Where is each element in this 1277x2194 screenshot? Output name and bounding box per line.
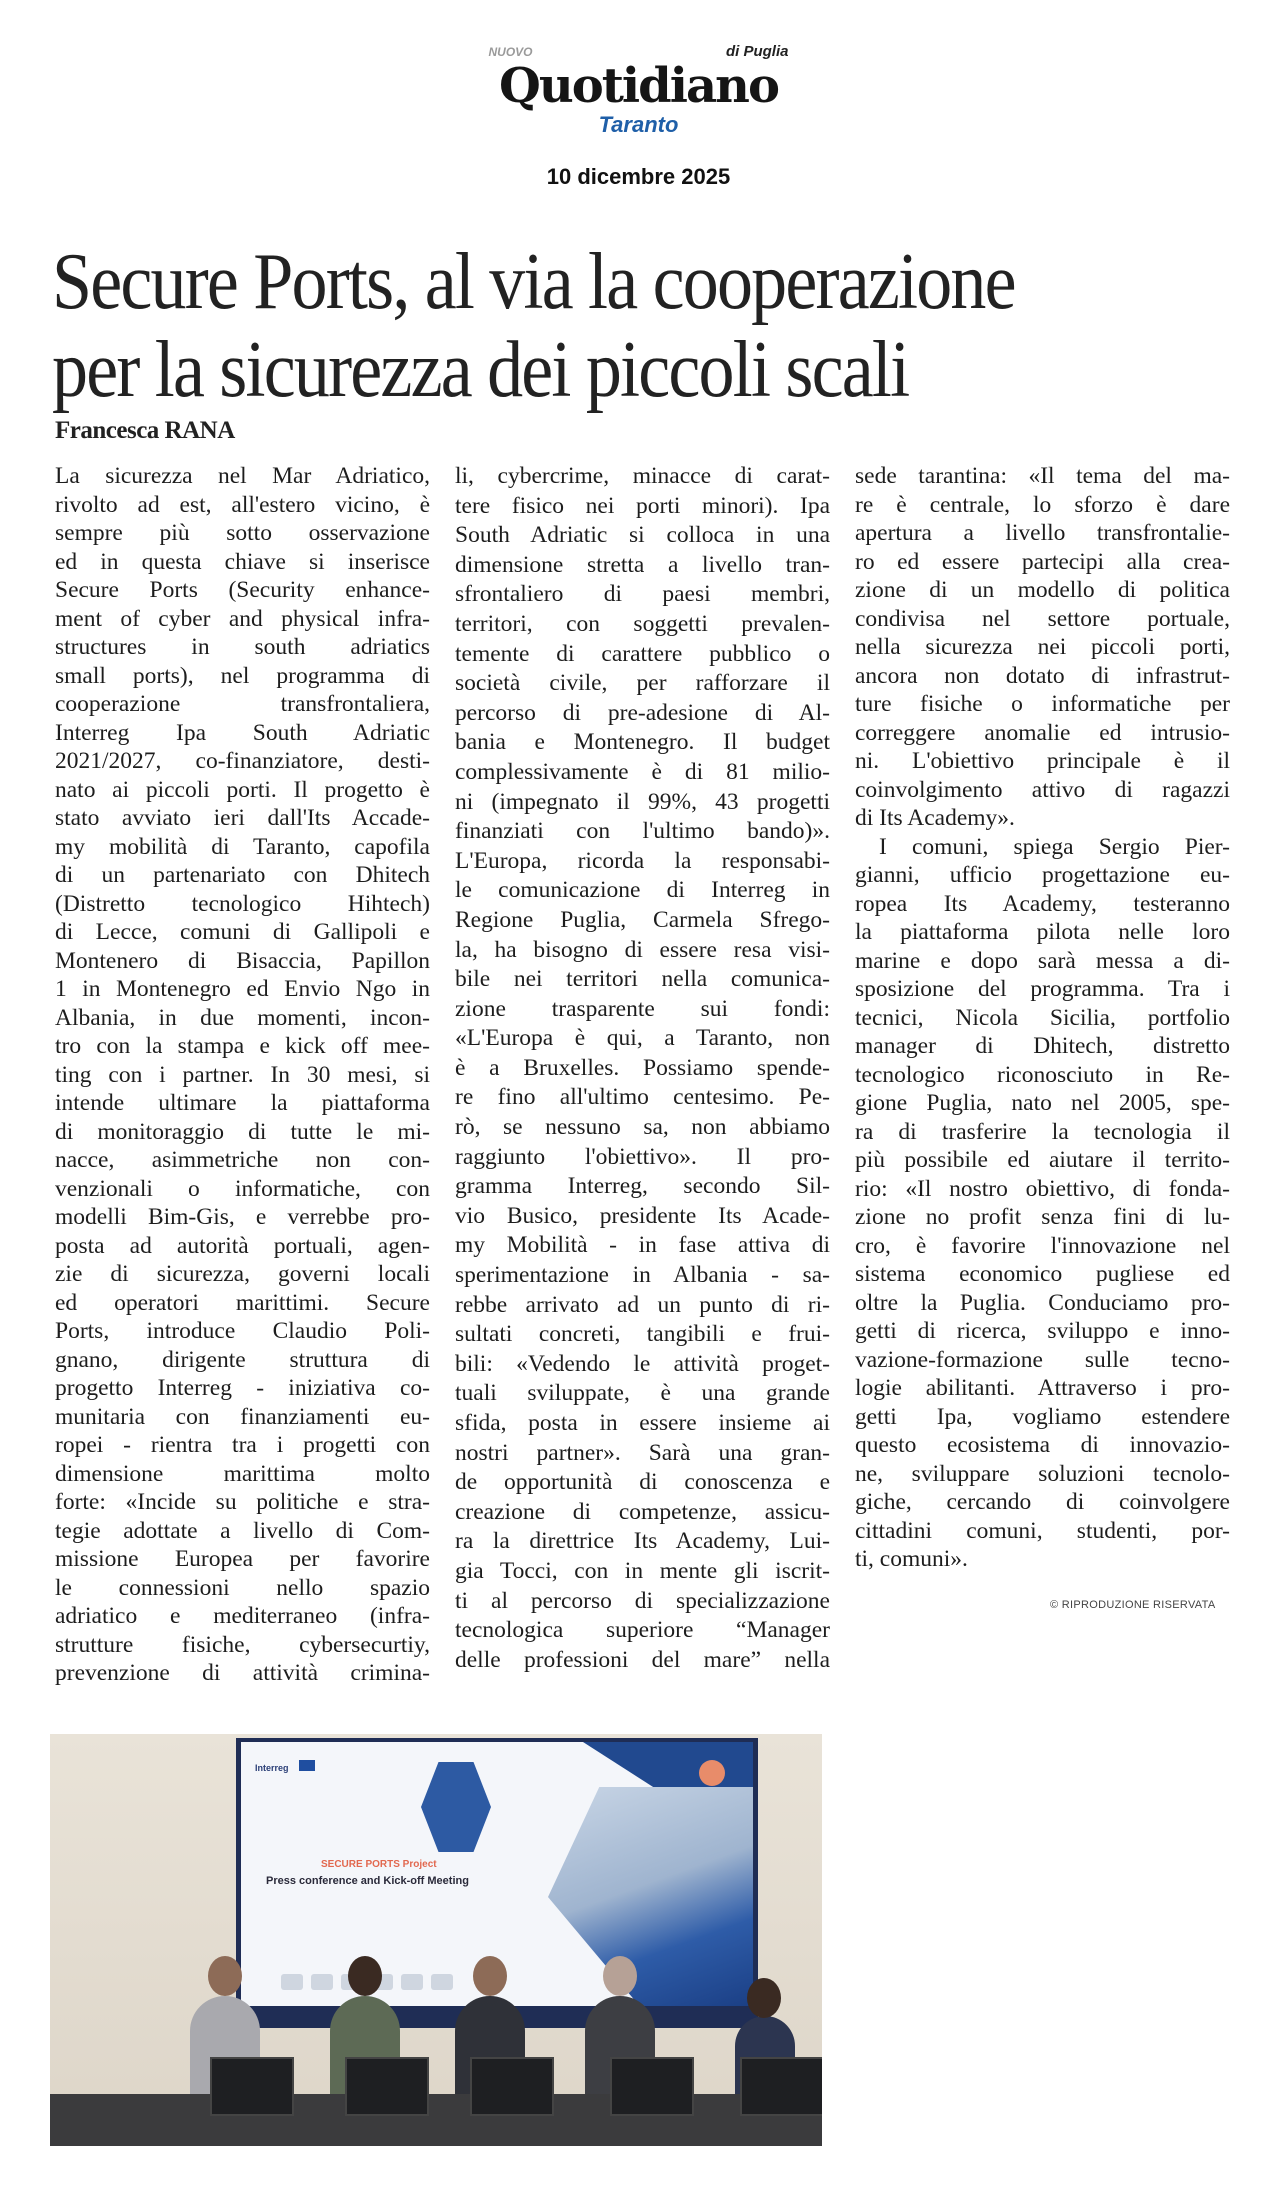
article-text-line: re è centrale, lo sforzo è dare (855, 491, 1230, 518)
article-text-line: coinvolgimento attivo di ragazzi (855, 776, 1230, 803)
person-head (603, 1956, 637, 1996)
article-text-line: cooperazione transfrontaliera, (55, 691, 430, 717)
monitor (345, 2057, 429, 2116)
copyright-notice: © RIPRODUZIONE RISERVATA (1050, 1599, 1216, 1611)
headline-line: per la sicurezza dei piccoli scali (52, 326, 909, 414)
article-text-line: logie abilitanti. Attraverso i pro- (855, 1375, 1230, 1401)
monitor (740, 2057, 822, 2116)
article-text-line: structures in south adriatics (55, 634, 430, 660)
article-text-line: sposizione del programma. Tra i (855, 976, 1230, 1002)
article-text-line: Regione Puglia, Carmela Sfrego- (455, 906, 830, 933)
article-text-line: ra la direttrice Its Academy, Lui- (455, 1528, 830, 1555)
publication-date: 10 dicembre 2025 (546, 164, 731, 189)
article-text-line: ed operatori marittimi. Secure (55, 1289, 430, 1316)
ship-image (548, 1787, 753, 2006)
article-text-line: tere fisico nei porti minori). Ipa (455, 492, 830, 519)
article-text-line: Ports, introduce Claudio Poli- (55, 1318, 430, 1344)
article-text-line: delle professioni del mare” nella (455, 1646, 830, 1673)
article-text-line: ni (impegnato il 99%, 43 progetti (455, 788, 830, 815)
article-text-line: questo ecosistema di innovazio- (855, 1432, 1230, 1458)
article-text-line: ting con i partner. In 30 mesi, si (55, 1061, 430, 1088)
logo-nuovo: NUOVO (488, 45, 533, 59)
person-head (473, 1956, 507, 1996)
article-text-line: ro ed essere partecipi alla crea- (855, 548, 1230, 575)
monitor (470, 2057, 554, 2116)
article-text-line: I comuni, spiega Sergio Pier- (879, 833, 1230, 860)
article-text-line: prevenzione di attività crimina- (55, 1660, 430, 1686)
article-text-line: ni. L'obiettivo principale è il (855, 748, 1230, 774)
article-text-line: di un partenariato con Dhitech (55, 862, 430, 888)
article-text-line: ne, sviluppare soluzioni tecnolo- (855, 1460, 1230, 1487)
article-text-line: percorso di pre-adesione di Al- (455, 699, 830, 726)
slide-dot (699, 1760, 725, 1786)
article-text-line: bania e Montenegro. Il budget (455, 729, 830, 756)
article-text-line: zione no profit senza fini di lu- (855, 1204, 1230, 1230)
monitor (610, 2057, 694, 2116)
article-text-line: la, ha bisogno di essere resa visi- (455, 936, 830, 963)
article-text-line: tecnologico riconosciuto in Re- (855, 1061, 1230, 1088)
article-text-line: tegie adottate a livello di Com- (55, 1517, 430, 1544)
article-text-line: intende ultimare la piattaforma (55, 1090, 430, 1116)
monitor (210, 2057, 294, 2116)
article-text-line: di Its Academy». (855, 805, 1015, 831)
slide-project: SECURE PORTS Project (321, 1859, 437, 1870)
article-text-line: temente di carattere pubblico o (455, 640, 830, 667)
article-text-line: strutture fisiche, cybersecurtiy, (55, 1631, 430, 1658)
article-text-line: gnano, dirigente struttura di (55, 1346, 430, 1373)
article-text-line: forte: «Incide su politiche e stra- (55, 1489, 430, 1515)
article-text-line: getti Ipa, vogliamo estendere (855, 1403, 1230, 1430)
article-text-line: nella sicurezza nei piccoli porti, (855, 634, 1230, 660)
article-text-line: Secure Ports (Security enhance- (55, 577, 430, 603)
person-head (747, 1978, 781, 2018)
headline-line: Secure Ports, al via la cooperazione (52, 238, 1015, 326)
article-text-line: tuali sviluppate, è una grande (455, 1380, 830, 1407)
article-text-line: rò, se nessuno sa, non abbiamo (455, 1114, 830, 1141)
article-text-line: nato ai piccoli porti. Il progetto è (55, 776, 430, 803)
article-text-line: dimensione stretta a livello tran- (455, 551, 830, 578)
article-text-line: munitaria con finanziamenti eu- (55, 1403, 430, 1430)
article-text-line: ti al percorso di specializzazione (455, 1587, 830, 1614)
article-text-line: Interreg Ipa South Adriatic (55, 719, 430, 746)
article-text-line: ture fisiche o informatiche per (855, 691, 1230, 717)
article-text-line: li, cybercrime, minacce di carat- (455, 463, 830, 489)
byline: Francesca RANA (55, 417, 235, 444)
article-text-line: rebbe arrivato ad un punto di ri- (455, 1291, 830, 1318)
article-text-line: La sicurezza nel Mar Adriatico, (55, 463, 430, 489)
article-text-line: cittadini comuni, studenti, por- (855, 1517, 1230, 1544)
article-text-line: vazione-formazione sulle tecno- (855, 1346, 1230, 1373)
article-text-line: progetto Interreg - iniziativa co- (55, 1375, 430, 1401)
article-text-line: territori, con soggetti prevalen- (455, 610, 830, 637)
eu-flag-icon (299, 1760, 315, 1771)
article-text-line: vio Busico, presidente Its Acade- (455, 1202, 830, 1229)
article-text-line: bile nei territori nella comunica- (455, 966, 830, 993)
article-text-line: 2021/2027, co-finanziatore, desti- (55, 748, 430, 774)
article-text-line: my mobilità di Taranto, capofila (55, 833, 430, 860)
article-text-line: rio: «Il nostro obiettivo, di fonda- (855, 1175, 1230, 1202)
article-text-line: ed in questa chiave si inserisce (55, 548, 430, 575)
article-text-line: missione Europea per favorire (55, 1546, 430, 1572)
article-text-line: «L'Europa è qui, a Taranto, non (455, 1025, 830, 1052)
slide-logo: Interreg (255, 1763, 289, 1773)
article-text-line: de opportunità di conoscenza e (455, 1469, 830, 1496)
article-text-line: sempre più sotto osservazione (55, 520, 430, 546)
article-text-line: le comunicazione di Interreg in (455, 877, 830, 904)
article-text-line: venzionali o informatiche, con (55, 1175, 430, 1202)
article-text-line: oltre la Puglia. Conduciamo pro- (855, 1289, 1230, 1316)
article-text-line: re fino all'ultimo centesimo. Pe- (455, 1084, 830, 1111)
article-text-line: L'Europa, ricorda la responsabi- (455, 847, 830, 874)
masthead-logo (0, 44, 1277, 138)
article-text-line: sistema economico pugliese ed (855, 1261, 1230, 1287)
article-text-line: zione trasparente sui fondi: (455, 995, 830, 1022)
article-text-line: ti, comuni». (855, 1546, 968, 1572)
article-text-line: getti di ricerca, sviluppo e inno- (855, 1318, 1230, 1344)
article-column-2 (455, 462, 830, 1675)
article-text-line: è a Bruxelles. Possiamo spende- (455, 1054, 830, 1081)
article-text-line: stato avviato ieri dall'Its Accade- (55, 805, 430, 831)
article-text-line: di monitoraggio di tutte le mi- (55, 1118, 430, 1145)
article-text-line: tecnici, Nicola Sicilia, portfolio (855, 1004, 1230, 1031)
article-text-line: apertura a livello transfrontalie- (855, 520, 1230, 546)
article-text-line: posta ad autorità portuali, agen- (55, 1232, 430, 1259)
person-head (208, 1956, 242, 1996)
article-text-line: bili: «Vedendo le attività proget- (455, 1350, 830, 1377)
article-text-line: raggiunto l'obiettivo». Il pro- (455, 1143, 830, 1170)
article-text-line: gia Tocci, con in mente gli iscrit- (455, 1557, 830, 1584)
article-text-line: (Distretto tecnologico Hihtech) (55, 890, 430, 917)
logo-region: di Puglia (725, 43, 789, 60)
article-text-line: zie di sicurezza, governi locali (55, 1261, 430, 1287)
article-text-line: manager di Dhitech, distretto (855, 1033, 1230, 1059)
article-text-line: small ports), nel programma di (55, 662, 430, 689)
logo-name: Quotidiano (499, 58, 778, 114)
article-text-line: gianni, ufficio progettazione eu- (855, 862, 1230, 888)
article-text-line: adriatico e mediterraneo (infra- (55, 1603, 430, 1629)
article-text-line: dimensione marittima molto (55, 1460, 430, 1487)
article-text-line: società civile, per rafforzare il (455, 670, 830, 697)
article-text-line: sperimentazione in Albania - sa- (455, 1262, 830, 1289)
article-text-line: di Lecce, comuni di Gallipoli e (55, 919, 430, 945)
article-text-line: South Adriatic si colloca in una (455, 522, 830, 549)
article-text-line: tecnologica superiore “Manager (455, 1617, 830, 1644)
article-text-line: più possibile ed aiutare il territo- (855, 1147, 1230, 1173)
article-text-line: correggere anomalie ed intrusio- (855, 719, 1230, 746)
article-headline (52, 238, 1252, 414)
article-text-line: nacce, asimmetriche non con- (55, 1147, 430, 1173)
article-text-line: condivisa nel settore portuale, (855, 605, 1230, 632)
article-text-line: sfrontaliero di paesi membri, (455, 581, 830, 608)
logo-edition: Taranto (598, 112, 679, 137)
article-text-line: le connessioni nello spazio (55, 1574, 430, 1601)
article-column-3 (855, 462, 1230, 1574)
article-text-line: my Mobilità - in fase attiva di (455, 1232, 830, 1259)
article-text-line: la piattaforma pilota nelle loro (855, 919, 1230, 945)
article-text-line: sultati concreti, tangibili e frui- (455, 1321, 830, 1348)
article-text-line: sede tarantina: «Il tema del ma- (855, 463, 1230, 489)
article-text-line: ment of cyber and physical infra- (55, 605, 430, 632)
article-text-line: gramma Interreg, secondo Sil- (455, 1173, 830, 1200)
article-text-line: cro, è favorire l'innovazione nel (855, 1232, 1230, 1259)
article-text-line: Montenero di Bisaccia, Papillon (55, 947, 430, 974)
person-head (348, 1956, 382, 1996)
article-text-line: ancora non dotato di infrastrut- (855, 662, 1230, 689)
article-text-line: Albania, in due momenti, incon- (55, 1004, 430, 1031)
article-text-line: gione Puglia, nato nel 2005, spe- (855, 1090, 1230, 1116)
article-column-1 (55, 462, 430, 1688)
article-text-line: finanziati con l'ultimo bando)». (455, 818, 830, 845)
article-photo (50, 1734, 822, 2146)
article-text-line: ropea Its Academy, testeranno (855, 890, 1230, 917)
article-text-line: creazione di competenze, assicu- (455, 1498, 830, 1525)
conference-desk (50, 2094, 822, 2146)
article-text-line: 1 in Montenegro ed Envio Ngo in (55, 976, 430, 1002)
article-text-line: complessivamente è di 81 milio- (455, 758, 830, 785)
slide-hexagon (421, 1762, 491, 1852)
article-text-line: marine e dopo sarà messa a di- (855, 947, 1230, 974)
article-text-line: giche, cercando di coinvolgere (855, 1489, 1230, 1515)
article-text-line: nostri partner». Sarà una gran- (455, 1439, 830, 1466)
slide-title: Press conference and Kick-off Meeting (266, 1875, 469, 1887)
article-text-line: zione di un modello di politica (855, 577, 1230, 603)
article-text-line: modelli Bim-Gis, e verrebbe pro- (55, 1204, 430, 1230)
article-text-line: ropei - rientra tra i progetti con (55, 1432, 430, 1458)
article-text-line: ra di trasferire la tecnologia il (855, 1118, 1230, 1145)
article-text-line: sfida, posta in essere insieme ai (455, 1410, 830, 1436)
article-text-line: tro con la stampa e kick off mee- (55, 1033, 430, 1059)
article-text-line: rivolto ad est, all'estero vicino, è (55, 491, 430, 518)
